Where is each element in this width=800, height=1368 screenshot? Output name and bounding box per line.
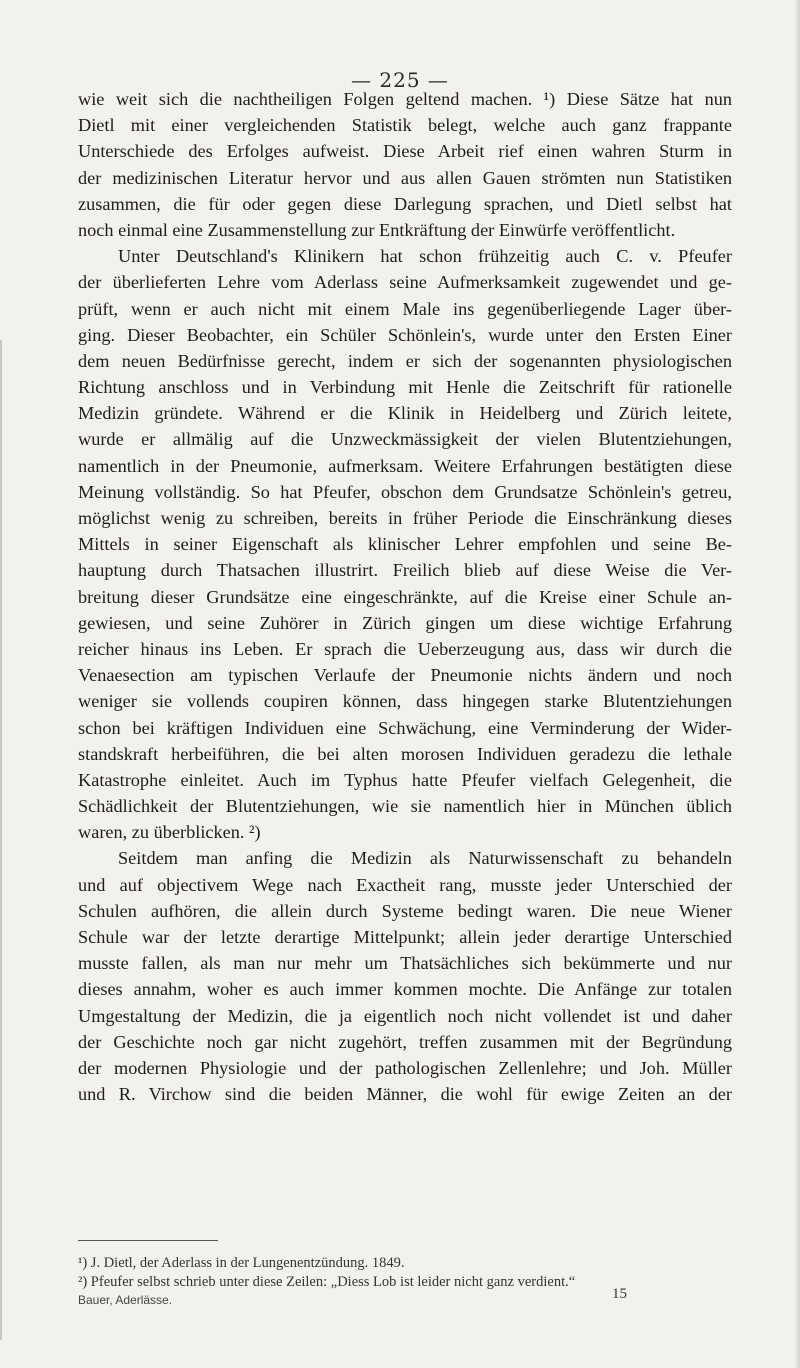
text-line: wurde er allmälig auf die Unzweckmässigkeit der vielen Blutentziehungen,	[78, 429, 732, 450]
text-line: Schule war der letzte derartige Mittelpunkt; allein jeder derartige Unterschied	[78, 927, 732, 947]
text-line: Seitdem man anfing die Medizin als Naturwissenschaft zu behandeln	[118, 848, 732, 869]
text-line: Katastrophe einleitet. Auch im Typhus hatte Pfeufer vielfach Gelegenheit, die	[78, 769, 732, 790]
text-line: dem neuen Bedürfnisse gerecht, indem er sich der sogenannten physiologischen	[78, 350, 732, 371]
footnotes	[78, 1254, 732, 1292]
text-line: und auf objectivem Wege nach Exactheit rang, musste jeder Unterschied der	[78, 874, 732, 895]
text-line: weniger sie vollends coupiren können, dass hingegen starke Blutentziehungen	[78, 691, 732, 712]
text-line: der modernen Physiologie und der pathologischen Zellenlehre; und Joh. Müller	[78, 1057, 732, 1078]
text-line: möglichst wenig zu schreiben, bereits in früher Periode die Einschränkung dieses	[78, 508, 732, 528]
text-line: zusammen, die für oder gegen diese Darlegung sprachen, und Dietl selbst hat	[78, 193, 732, 214]
text-line: schon bei kräftigen Individuen eine Schwächung, eine Verminderung der Wider-	[78, 717, 732, 738]
body-text	[78, 86, 732, 1107]
printer-signature: Bauer, Aderlässe.	[78, 1293, 173, 1307]
text-line: ging. Dieser Beobachter, ein Schüler Schönlein's, wurde unter den Ersten Einer	[78, 324, 732, 345]
text-line: Mittels in seiner Eigenschaft als klinischer Lehrer empfohlen und seine Be-	[78, 534, 732, 555]
text-line: hauptung durch Thatsachen illustrirt. Freilich blieb auf diese Weise die Ver-	[78, 560, 732, 581]
text-line: der medizinischen Literatur hervor und aus allen Gauen strömten nun Statistiken	[78, 167, 732, 188]
footnote-divider	[78, 1240, 218, 1241]
text-line: standskraft herbeiführen, die bei alten morosen Individuen geradezu die lethale	[78, 743, 732, 764]
text-line: gewiesen, und seine Zuhörer in Zürich gingen um diese wichtige Erfahrung	[78, 612, 732, 633]
text-line: und R. Virchow sind die beiden Männer, die wohl für ewige Zeiten an der	[78, 1084, 732, 1105]
text-line: reicher hinaus ins Leben. Er sprach die Ueberzeugung aus, dass wir durch die	[78, 638, 732, 659]
text-line: prüft, wenn er auch nicht mit einem Male ins gegenüberliegende Lager über-	[78, 298, 732, 319]
text-line: Meinung vollständig. So hat Pfeufer, obschon dem Grundsatze Schönlein's getreu,	[78, 481, 732, 502]
text-line: Schulen aufhören, die allein durch Systeme bedingt waren. Die neue Wiener	[78, 900, 732, 921]
text-line: Venaesection am typischen Verlaufe der Pneumonie nichts ändern und noch	[78, 665, 732, 686]
page-edge-shadow	[794, 0, 800, 1368]
text-line: namentlich in der Pneumonie, aufmerksam. Weitere Erfahrungen bestätigten diese	[78, 455, 732, 476]
text-line: waren, zu überblicken. ²)	[78, 822, 261, 843]
text-line: breitung dieser Grundsätze eine eingeschränkte, auf die Kreise einer Schule an-	[78, 586, 732, 607]
text-line: Richtung anschloss und in Verbindung mit Henle die Zeitschrift für rationelle	[78, 377, 732, 398]
text-line: Dietl mit einer vergleichenden Statistik belegt, welche auch ganz frappante	[78, 115, 732, 136]
text-line: dieses annahm, woher es auch immer kommen mochte. Die Anfänge zur totalen	[78, 979, 732, 1000]
text-line: der Geschichte noch gar nicht zugehört, treffen zusammen mit der Begründung	[78, 1031, 732, 1052]
text-line: Unterschiede des Erfolges aufweist. Diese Arbeit rief einen wahren Sturm in	[78, 141, 732, 162]
binding-edge	[0, 340, 2, 1340]
text-line: der überlieferten Lehre vom Aderlass seine Aufmerksamkeit zugewendet und ge-	[78, 272, 732, 293]
text-line: Medizin gründete. Während er die Klinik in Heidelberg und Zürich leitete,	[78, 403, 732, 424]
text-line: noch einmal eine Zusammenstellung zur Entkräftung der Einwürfe veröffentlicht.	[78, 219, 676, 240]
text-line: Schädlichkeit der Blutentziehungen, wie sie namentlich hier in München üblich	[78, 796, 732, 817]
text-line: musste fallen, als man nur mehr um Thatsächliches sich bekümmerte und nur	[78, 953, 732, 974]
footnote-2: ²) Pfeufer selbst schrieb unter diese Zeilen: „Diess Lob ist leider nicht ganz verdient.“	[78, 1274, 576, 1290]
text-line: Unter Deutschland's Klinikern hat schon frühzeitig auch C. v. Pfeufer	[118, 246, 732, 267]
sheet-number: 15	[612, 1286, 627, 1302]
text-line: wie weit sich die nachtheiligen Folgen geltend machen. ¹) Diese Sätze hat nun	[78, 89, 732, 109]
footnote-1: ¹) J. Dietl, der Aderlass in der Lungenentzündung. 1849.	[78, 1255, 405, 1271]
page-number: — 225 —	[351, 68, 449, 92]
text-line: Umgestaltung der Medizin, die ja eigentlich noch nicht vollendet ist und daher	[78, 1005, 732, 1026]
